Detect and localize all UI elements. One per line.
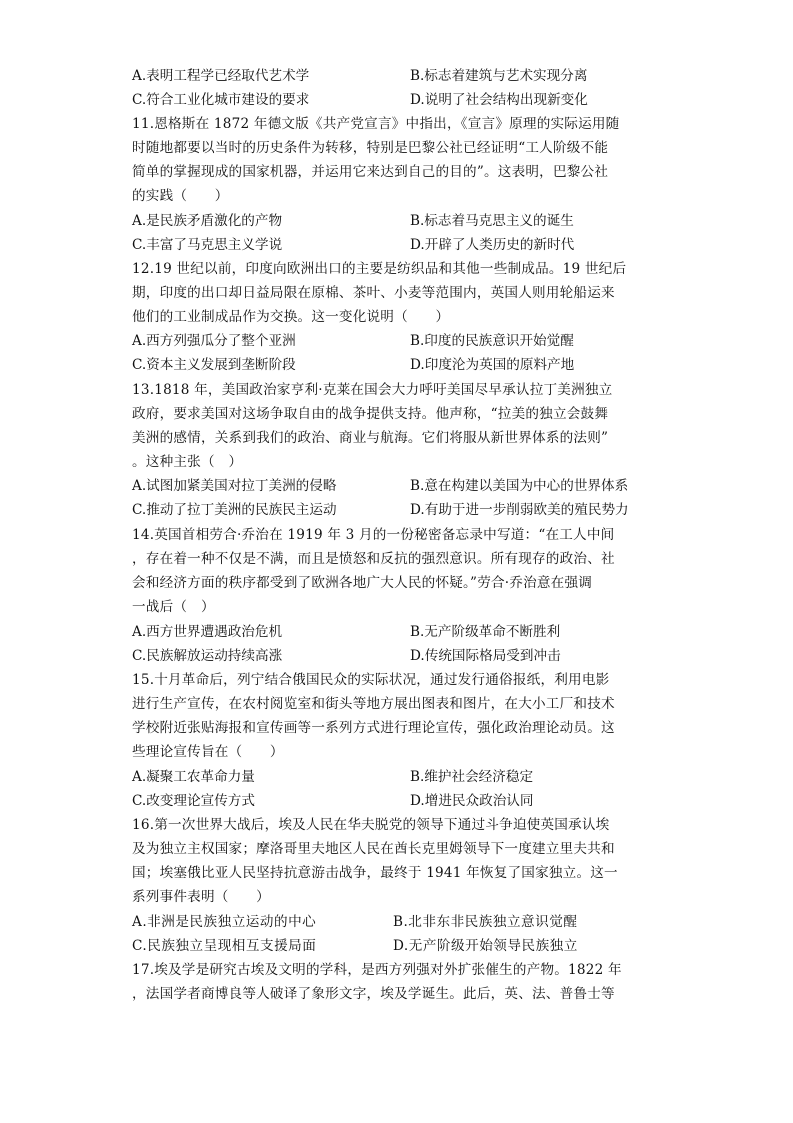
q14-stem-line: 会和经济方面的秩序都受到了欧洲各地广大人民的怀疑。”劳合·乔治意在强调 <box>132 575 593 591</box>
q14-option-b: B.无产阶级革命不断胜利 <box>410 624 561 640</box>
q12-option-a: A.西方列强瓜分了整个亚洲 <box>132 333 296 349</box>
q13-option-b: B.意在构建以美国为中心的世界体系 <box>410 478 629 494</box>
q16-option-a: A.非洲是民族独立运动的中心 <box>132 914 317 930</box>
q15-option-a: A.凝聚工农革命力量 <box>132 769 255 785</box>
q15-option-c: C.改变理论宣传方式 <box>132 793 255 809</box>
q15-stem-line: 进行生产宣传，在农村阅览室和街头等地方展出图表和图片，在大小工厂和技术 <box>132 696 615 712</box>
q10-option-a: A.表明工程学已经取代艺术学 <box>132 68 310 84</box>
q13-option-c: C.推动了拉丁美洲的民族民主运动 <box>132 502 337 518</box>
q15-stem-line: 些理论宣传旨在（ ） <box>132 744 284 760</box>
q11-stem-line: 的实践（ ） <box>132 188 229 204</box>
q14-option-d: D.传统国际格局受到冲击 <box>410 648 561 664</box>
q14-stem-line: ，存在着一种不仅是不满，而且是愤怒和反抗的强烈意识。所有现存的政治、社 <box>132 551 615 567</box>
q13-stem-line: 。这种主张（ ） <box>132 454 243 470</box>
q13-stem-line: 13.1818 年，美国政治家亨利·克莱在国会大力呼吁美国尽早承认拉丁美洲独立 <box>132 382 613 398</box>
q12-option-c: C.资本主义发展到垄断阶段 <box>132 357 296 373</box>
q16-option-c: C.民族独立呈现相互支援局面 <box>132 938 317 954</box>
q15-option-b: B.维护社会经济稳定 <box>410 769 534 785</box>
q10-option-b: B.标志着建筑与艺术实现分离 <box>410 68 588 84</box>
q13-stem-line: 美洲的感情，关系到我们的政治、商业与航海。它们将服从新世界体系的法则” <box>132 430 609 446</box>
q15-stem-line: 学校附近张贴海报和宣传画等一系列方式进行理论宣传，强化政治理论动员。这 <box>132 720 615 736</box>
q17-stem-line: ，法国学者商博良等人破译了象形文字，埃及学诞生。此后，英、法、普鲁士等 <box>132 986 615 1002</box>
q13-option-a: A.试图加紧美国对拉丁美洲的侵略 <box>132 478 337 494</box>
q10-option-c: C.符合工业化城市建设的要求 <box>132 92 310 108</box>
q16-option-b: B.北非东非民族独立意识觉醒 <box>393 914 578 930</box>
q16-stem-line: 及为独立主权国家；摩洛哥里夫地区人民在酋长克里姆领导下一度建立里夫共和 <box>132 841 615 857</box>
q10-option-d: D.说明了社会结构出现新变化 <box>410 92 588 108</box>
q16-stem-line: 系列事件表明（ ） <box>132 889 270 905</box>
q11-stem-line: 简单的掌握现成的国家机器，并运用它来达到自己的目的”。这表明，巴黎公社 <box>132 164 609 180</box>
q12-stem-line: 他们的工业制成品作为交换。这一变化说明（ ） <box>132 309 450 325</box>
q14-option-c: C.民族解放运动持续高涨 <box>132 648 283 664</box>
q12-stem-line: 12.19 世纪以前，印度向欧洲出口的主要是纺织品和其他一些制成品。19 世纪后 <box>132 261 627 277</box>
q13-stem-line: 政府，要求美国对这场争取自由的战争提供支持。他声称，“拉美的独立会鼓舞 <box>132 406 609 422</box>
q14-stem-line: 一战后（ ） <box>132 599 215 615</box>
q16-option-d: D.无产阶级开始领导民族独立 <box>393 938 578 954</box>
q11-option-d: D.开辟了人类历史的新时代 <box>410 237 575 253</box>
q17-stem-line: 17.埃及学是研究古埃及文明的学科，是西方列强对外扩张催生的产物。1822 年 <box>132 962 622 978</box>
q11-option-c: C.丰富了马克思主义学说 <box>132 237 283 253</box>
q14-stem-line: 14.英国首相劳合·乔治在 1919 年 3 月的一份秘密备忘录中写道：“在工人中间 <box>132 527 615 543</box>
q12-stem-line: 期，印度的出口却日益局限在原棉、茶叶、小麦等范围内，英国人则用轮船运来 <box>132 285 615 301</box>
q11-stem-line: 11.恩格斯在 1872 年德文版《共产党宣言》中指出，《宣言》原理的实际运用随 <box>132 116 620 132</box>
q16-stem-line: 16.第一次世界大战后，埃及人民在华夫脱党的领导下通过斗争迫使英国承认埃 <box>132 817 610 833</box>
q12-option-b: B.印度的民族意识开始觉醒 <box>410 333 574 349</box>
q14-option-a: A.西方世界遭遇政治危机 <box>132 624 283 640</box>
q11-option-a: A.是民族矛盾激化的产物 <box>132 213 283 229</box>
q11-option-b: B.标志着马克思主义的诞生 <box>410 213 574 229</box>
q13-option-d: D.有助于进一步削弱欧美的殖民势力 <box>410 502 629 518</box>
q11-stem-line: 时随地都要以当时的历史条件为转移，特别是巴黎公社已经证明“工人阶级不能 <box>132 140 609 156</box>
q15-option-d: D.增进民众政治认同 <box>410 793 534 809</box>
q15-stem-line: 15.十月革命后，列宁结合俄国民众的实际状况，通过发行通俗报纸，利用电影 <box>132 672 610 688</box>
q12-option-d: D.印度沦为英国的原料产地 <box>410 357 575 373</box>
q16-stem-line: 国；埃塞俄比亚人民坚持抗意游击战争，最终于 1941 年恢复了国家独立。这一 <box>132 865 618 881</box>
